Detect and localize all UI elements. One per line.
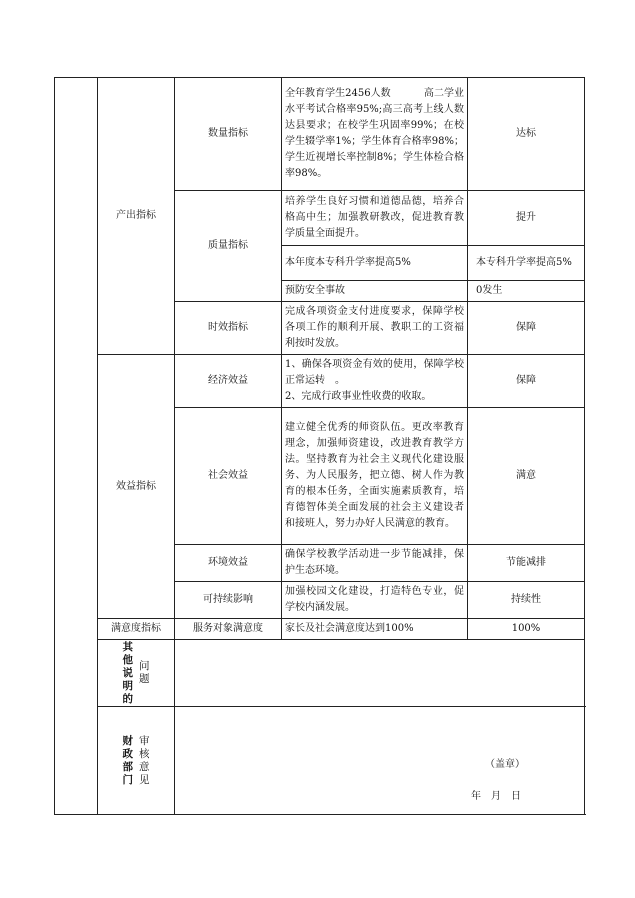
economic-benefit-label: 经济效益 <box>175 355 282 408</box>
satisfaction-indicator-label: 满意度指标 <box>98 619 175 640</box>
timeliness-indicator-content: 完成各项资金支付进度要求，保障学校各项工作的顺利开展、教职工的工资福利按时发放。 <box>282 302 468 355</box>
economic-benefit-item: 1、确保各项资金有效的使用，保障学校正常运转 。 <box>285 359 464 386</box>
satisfaction-content: 家长及社会满意度达到100% <box>282 619 468 640</box>
quality-indicator-label: 质量指标 <box>175 191 282 302</box>
quality-indicator-content: 培养学生良好习惯和道德品德，培养合格高中生；加强教研教改，促进教育教学质量全面提升。 <box>282 191 468 246</box>
quantity-indicator-label: 数量指标 <box>175 78 282 191</box>
left-section-blank <box>55 78 98 815</box>
quantity-indicator-content: 全年教育学生2456人数 高二学业水平考试合格率95%;高三高考上线人数达县要求；在校学生巩固率99%；在校学生辍学率1%；学生体育合格率98%；学生近视增长率控制8%；学生体检合格率98%。 <box>282 78 468 191</box>
finance-review-label-bold: 财 政 部 门 <box>122 734 133 786</box>
performance-table <box>54 77 585 815</box>
social-benefit-content: 建立健全优秀的师资队伍。更改率教育理念，加强师资建设，改进教育教学方法。坚持教育为社会主义现代化建设服务、为人民服务，把立德、树人作为教育的根本任务，全面实施素质教育，培育德智体美全面发展的社会主义建设者和接班人，努力办好人民满意的教育。 <box>282 408 468 545</box>
economic-benefit-value: 保障 <box>468 355 585 408</box>
finance-review-label-regular: 审 核 意 见 <box>139 734 150 786</box>
environmental-benefit-label: 环境效益 <box>175 545 282 582</box>
other-issues-content <box>175 640 585 707</box>
finance-review-content <box>175 707 585 815</box>
seal-text: （盖章） <box>485 759 525 770</box>
other-issues-label-bold: 其 他 说 明 的 <box>122 640 133 705</box>
quantity-indicator-value: 达标 <box>468 78 585 191</box>
quality-indicator-content: 本年度本专科升学率提高5% <box>282 246 468 281</box>
social-benefit-value: 满意 <box>468 408 585 545</box>
quality-indicator-value: 提升 <box>468 191 585 246</box>
timeliness-indicator-label: 时效指标 <box>175 302 282 355</box>
sustainable-impact-label: 可持续影响 <box>175 582 282 619</box>
other-issues-label-regular: 问 题 <box>139 660 150 685</box>
economic-benefit-content <box>282 355 468 408</box>
sustainable-impact-value: 持续性 <box>468 582 585 619</box>
timeliness-indicator-value: 保障 <box>468 302 585 355</box>
quality-indicator-value: 0发生 <box>468 281 585 302</box>
output-indicator-label: 产出指标 <box>98 78 175 355</box>
environmental-benefit-value: 节能减排 <box>468 545 585 582</box>
social-benefit-label: 社会效益 <box>175 408 282 545</box>
benefit-indicator-label: 效益指标 <box>98 355 175 619</box>
quality-indicator-content: 预防安全事故 <box>282 281 468 302</box>
sustainable-impact-content: 加强校园文化建设，打造特色专业，促学校内涵发展。 <box>282 582 468 619</box>
service-satisfaction-label: 服务对象满意度 <box>175 619 282 640</box>
quality-indicator-value: 本专科升学率提高5% <box>468 246 585 281</box>
economic-benefit-item: 2、完成行政事业性收费的收取。 <box>285 391 432 402</box>
satisfaction-value: 100% <box>468 619 585 640</box>
finance-review-label <box>98 707 175 815</box>
date-line: 年 月 日 <box>471 791 521 802</box>
environmental-benefit-content: 确保学校教学活动进一步节能减排，保护生态环境。 <box>282 545 468 582</box>
other-issues-label <box>98 640 175 707</box>
